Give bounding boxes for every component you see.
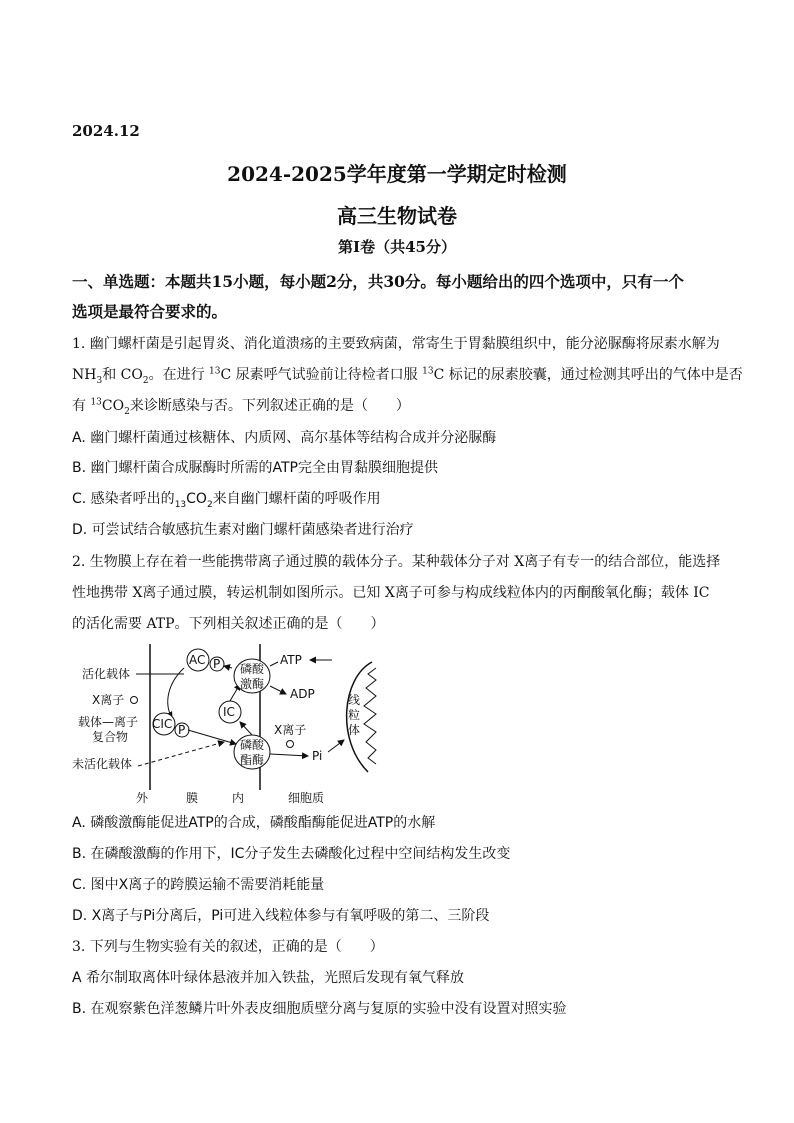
adp-label: ADP <box>290 687 315 701</box>
atp-label: ATP <box>280 653 302 667</box>
section-instruction-line1: 一、单选题：本题共15小题，每小题2分，共30分。每小题给出的四个选项中，只有一个 <box>72 272 684 291</box>
kinase-label-2: 激酶 <box>240 677 265 691</box>
complex-to-phosphatase-arrow <box>188 730 236 744</box>
ic-label: IC <box>223 705 235 719</box>
transport-mechanism-diagram <box>72 644 382 804</box>
section-instruction-line2: 选项是最符合要求的。 <box>72 302 228 321</box>
q3-option-a: A 希尔制取离体叶绿体悬液并加入铁盐，光照后发现有氧气释放 <box>72 970 465 986</box>
x-ion-right-dot <box>287 741 294 748</box>
q2-stem-line3: 的活化需要 ATP。下列相关叙述正确的是（ ） <box>72 616 385 632</box>
q1-option-d: D. 可尝试结合敏感抗生素对幽门螺杆菌感染者进行治疗 <box>72 522 414 538</box>
phosphatase-to-ic-arrow <box>240 722 252 735</box>
adp-arrow <box>270 686 286 694</box>
label-x-ion-right: X离子 <box>274 723 307 737</box>
q1-stem-line1: 1. 幽门螺杆菌是引起胃炎、消化道溃疡的主要致病菌，常寄生于胃黏膜组织中，能分泌脲酶将尿素水解为 <box>72 336 720 352</box>
label-inactive-carrier: 未活化载体 <box>72 757 133 771</box>
label-membrane: 膜 <box>186 791 199 804</box>
cic-label: CIC <box>152 717 173 731</box>
label-complex-line2: 复合物 <box>92 730 129 744</box>
exam-date: 2024.12 <box>72 122 140 140</box>
exam-title: 2024-2025学年度第一学期定时检测 <box>227 162 567 186</box>
q1-stem-line2: $NH_3$和 $CO_2$。在进行 $^{13}$C 尿素呼气试验前让待检者口服 $^{13}$C 标记的尿素胶囊，通过检测其呼出的气体中是否 <box>72 366 743 386</box>
q2-option-b: B. 在磷酸激酶的作用下，IC分子发生去磷酸化过程中空间结构发生改变 <box>72 846 511 862</box>
q2-stem-line2: 性地携带 X离子通过膜，转运机制如图所示。已知 X离子可参与构成线粒体内的丙酮酸氧化酶；载体 IC <box>72 585 710 601</box>
q3-option-b: B. 在观察紫色洋葱鳞片叶外表皮细胞质壁分离与复原的实验中没有设置对照实验 <box>72 1001 567 1017</box>
label-cytoplasm: 细胞质 <box>288 791 325 804</box>
q1-option-c: C. 感染者呼出的$_{13}CO_2$来自幽门螺杆菌的呼吸作用 <box>72 491 381 510</box>
q2-stem-line1: 2. 生物膜上存在着一些能携带离子通过膜的载体分子。某种载体分子对 X离子有专一的结合部位，能选择 <box>72 554 721 570</box>
inactive-carrier-dashed-arrow <box>138 742 224 766</box>
phosphatase-to-pi-arrow <box>270 754 308 756</box>
atp-link <box>270 662 278 666</box>
exam-subtitle: 高三生物试卷 <box>337 204 457 228</box>
phosphatase-label-2: 酯酶 <box>240 753 265 767</box>
label-activated-carrier: 活化载体 <box>82 667 131 681</box>
part-heading: 第Ⅰ卷（共45分） <box>338 238 456 256</box>
kinase-to-ac-arrow <box>224 666 232 668</box>
p1-label: P <box>213 657 221 671</box>
q2-option-c: C. 图中X离子的跨膜运输不需要消耗能量 <box>72 877 325 893</box>
mito-label-3: 体 <box>348 723 361 737</box>
label-x-ion-left: X离子 <box>92 693 125 707</box>
pi-label: Pi <box>312 749 323 763</box>
q2-option-a: A. 磷酸激酶能促进ATP的合成，磷酸酯酶能促进ATP的水解 <box>72 815 436 831</box>
q1-option-a: A. 幽门螺杆菌通过核糖体、内质网、高尔基体等结构合成并分泌脲酶 <box>72 430 497 446</box>
mito-label-2: 粒 <box>348 708 361 722</box>
mito-label-1: 线 <box>348 693 361 707</box>
q1-option-b: B. 幽门螺杆菌合成脲酶时所需的ATP完全由胃黏膜细胞提供 <box>72 460 438 476</box>
ac-label: AC <box>189 653 206 667</box>
p2-label: P <box>178 723 186 737</box>
x-ion-left-dot <box>131 697 138 704</box>
label-inside: 内 <box>232 791 245 804</box>
pi-to-mito-arrow <box>328 740 344 752</box>
q2-option-d: D. X离子与Pi分离后，Pi可进入线粒体参与有氧呼吸的第二、三阶段 <box>72 908 490 924</box>
q3-stem: 3. 下列与生物实验有关的叙述，正确的是（ ） <box>72 939 384 955</box>
q1-stem-line3: 有 $^{13}CO_2$来诊断感染与否。下列叙述正确的是（ ） <box>72 397 410 417</box>
label-outside: 外 <box>136 791 149 804</box>
mitochondrion-cristae <box>364 668 376 764</box>
label-complex-line1: 载体—离子 <box>78 715 139 729</box>
kinase-label-1: 磷酸 <box>240 662 265 676</box>
phosphatase-label-1: 磷酸 <box>240 738 265 752</box>
ac-to-cic-arrow <box>168 668 184 718</box>
